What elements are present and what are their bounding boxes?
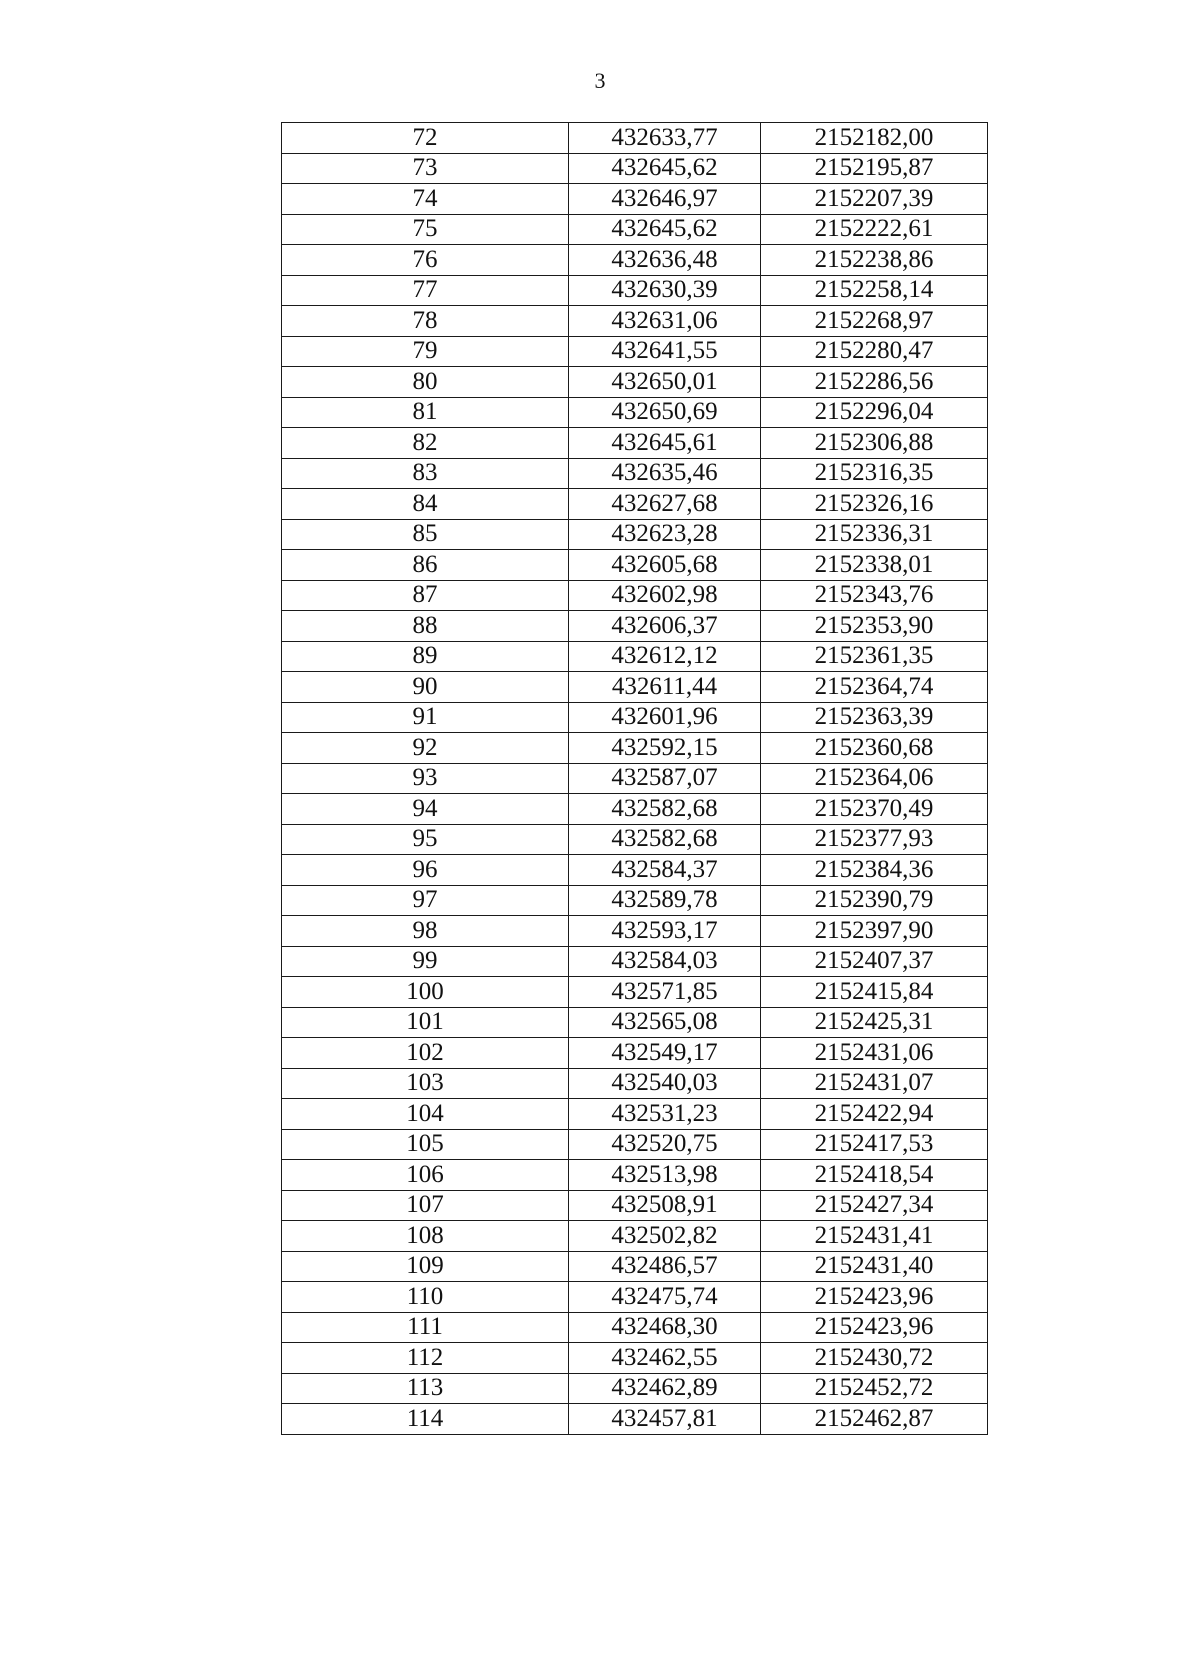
- table-row: [282, 550, 988, 581]
- table-row: [282, 1160, 988, 1191]
- table-row: [282, 1007, 988, 1038]
- y-coordinate-cell: 2152296,04: [761, 397, 988, 428]
- point-number-cell: 92: [282, 733, 569, 764]
- table-row: [282, 123, 988, 154]
- point-number-cell: 81: [282, 397, 569, 428]
- x-coordinate-cell: 432540,03: [569, 1068, 761, 1099]
- x-coordinate-cell: 432633,77: [569, 123, 761, 154]
- y-coordinate-cell: 2152377,93: [761, 824, 988, 855]
- point-number-cell: 75: [282, 214, 569, 245]
- table-row: [282, 1190, 988, 1221]
- point-number-cell: 98: [282, 916, 569, 947]
- x-coordinate-cell: 432468,30: [569, 1312, 761, 1343]
- point-number-cell: 84: [282, 489, 569, 520]
- table-row: [282, 763, 988, 794]
- point-number-cell: 82: [282, 428, 569, 459]
- x-coordinate-cell: 432641,55: [569, 336, 761, 367]
- table-row: [282, 641, 988, 672]
- point-number-cell: 89: [282, 641, 569, 672]
- x-coordinate-cell: 432589,78: [569, 885, 761, 916]
- point-number-cell: 88: [282, 611, 569, 642]
- table-row: [282, 1038, 988, 1069]
- x-coordinate-cell: 432623,28: [569, 519, 761, 550]
- x-coordinate-cell: 432462,55: [569, 1343, 761, 1374]
- x-coordinate-cell: 432601,96: [569, 702, 761, 733]
- point-number-cell: 73: [282, 153, 569, 184]
- table-row: [282, 946, 988, 977]
- table-row: [282, 184, 988, 215]
- y-coordinate-cell: 2152207,39: [761, 184, 988, 215]
- table-row: [282, 336, 988, 367]
- x-coordinate-cell: 432457,81: [569, 1404, 761, 1435]
- x-coordinate-cell: 432636,48: [569, 245, 761, 276]
- x-coordinate-cell: 432627,68: [569, 489, 761, 520]
- y-coordinate-cell: 2152431,07: [761, 1068, 988, 1099]
- y-coordinate-cell: 2152390,79: [761, 885, 988, 916]
- x-coordinate-cell: 432587,07: [569, 763, 761, 794]
- point-number-cell: 112: [282, 1343, 569, 1374]
- x-coordinate-cell: 432584,03: [569, 946, 761, 977]
- y-coordinate-cell: 2152415,84: [761, 977, 988, 1008]
- x-coordinate-cell: 432462,89: [569, 1373, 761, 1404]
- y-coordinate-cell: 2152182,00: [761, 123, 988, 154]
- y-coordinate-cell: 2152423,96: [761, 1282, 988, 1313]
- x-coordinate-cell: 432531,23: [569, 1099, 761, 1130]
- table-row: [282, 1282, 988, 1313]
- point-number-cell: 113: [282, 1373, 569, 1404]
- x-coordinate-cell: 432520,75: [569, 1129, 761, 1160]
- point-number-cell: 99: [282, 946, 569, 977]
- point-number-cell: 97: [282, 885, 569, 916]
- y-coordinate-cell: 2152364,06: [761, 763, 988, 794]
- y-coordinate-cell: 2152195,87: [761, 153, 988, 184]
- y-coordinate-cell: 2152238,86: [761, 245, 988, 276]
- y-coordinate-cell: 2152431,41: [761, 1221, 988, 1252]
- table-row: [282, 275, 988, 306]
- x-coordinate-cell: 432631,06: [569, 306, 761, 337]
- table-row: [282, 702, 988, 733]
- table-row: [282, 885, 988, 916]
- table-row: [282, 519, 988, 550]
- table-row: [282, 1068, 988, 1099]
- x-coordinate-cell: 432508,91: [569, 1190, 761, 1221]
- y-coordinate-cell: 2152353,90: [761, 611, 988, 642]
- y-coordinate-cell: 2152363,39: [761, 702, 988, 733]
- y-coordinate-cell: 2152343,76: [761, 580, 988, 611]
- page-number: 3: [594, 68, 606, 93]
- y-coordinate-cell: 2152462,87: [761, 1404, 988, 1435]
- table-row: [282, 1251, 988, 1282]
- y-coordinate-cell: 2152452,72: [761, 1373, 988, 1404]
- table-row: [282, 1221, 988, 1252]
- x-coordinate-cell: 432486,57: [569, 1251, 761, 1282]
- x-coordinate-cell: 432549,17: [569, 1038, 761, 1069]
- point-number-cell: 100: [282, 977, 569, 1008]
- x-coordinate-cell: 432630,39: [569, 275, 761, 306]
- coordinates-table-body: [282, 123, 988, 1435]
- point-number-cell: 102: [282, 1038, 569, 1069]
- table-row: [282, 611, 988, 642]
- x-coordinate-cell: 432650,01: [569, 367, 761, 398]
- y-coordinate-cell: 2152316,35: [761, 458, 988, 489]
- point-number-cell: 87: [282, 580, 569, 611]
- point-number-cell: 110: [282, 1282, 569, 1313]
- y-coordinate-cell: 2152417,53: [761, 1129, 988, 1160]
- table-row: [282, 1404, 988, 1435]
- y-coordinate-cell: 2152258,14: [761, 275, 988, 306]
- y-coordinate-cell: 2152364,74: [761, 672, 988, 703]
- y-coordinate-cell: 2152427,34: [761, 1190, 988, 1221]
- point-number-cell: 101: [282, 1007, 569, 1038]
- table-row: [282, 672, 988, 703]
- table-row: [282, 367, 988, 398]
- point-number-cell: 78: [282, 306, 569, 337]
- y-coordinate-cell: 2152407,37: [761, 946, 988, 977]
- x-coordinate-cell: 432646,97: [569, 184, 761, 215]
- x-coordinate-cell: 432592,15: [569, 733, 761, 764]
- point-number-cell: 74: [282, 184, 569, 215]
- x-coordinate-cell: 432606,37: [569, 611, 761, 642]
- y-coordinate-cell: 2152286,56: [761, 367, 988, 398]
- point-number-cell: 93: [282, 763, 569, 794]
- point-number-cell: 106: [282, 1160, 569, 1191]
- point-number-cell: 79: [282, 336, 569, 367]
- y-coordinate-cell: 2152384,36: [761, 855, 988, 886]
- table-row: [282, 428, 988, 459]
- table-row: [282, 1312, 988, 1343]
- x-coordinate-cell: 432582,68: [569, 824, 761, 855]
- table-row: [282, 397, 988, 428]
- y-coordinate-cell: 2152425,31: [761, 1007, 988, 1038]
- table-row: [282, 916, 988, 947]
- x-coordinate-cell: 432502,82: [569, 1221, 761, 1252]
- point-number-cell: 103: [282, 1068, 569, 1099]
- x-coordinate-cell: 432593,17: [569, 916, 761, 947]
- x-coordinate-cell: 432611,44: [569, 672, 761, 703]
- x-coordinate-cell: 432565,08: [569, 1007, 761, 1038]
- x-coordinate-cell: 432645,62: [569, 153, 761, 184]
- x-coordinate-cell: 432635,46: [569, 458, 761, 489]
- y-coordinate-cell: 2152360,68: [761, 733, 988, 764]
- y-coordinate-cell: 2152338,01: [761, 550, 988, 581]
- table-row: [282, 1343, 988, 1374]
- x-coordinate-cell: 432475,74: [569, 1282, 761, 1313]
- table-row: [282, 1373, 988, 1404]
- table-row: [282, 214, 988, 245]
- table-row: [282, 855, 988, 886]
- y-coordinate-cell: 2152326,16: [761, 489, 988, 520]
- x-coordinate-cell: 432605,68: [569, 550, 761, 581]
- point-number-cell: 114: [282, 1404, 569, 1435]
- y-coordinate-cell: 2152222,61: [761, 214, 988, 245]
- y-coordinate-cell: 2152370,49: [761, 794, 988, 825]
- table-row: [282, 245, 988, 276]
- coordinates-table: [281, 122, 988, 1435]
- point-number-cell: 90: [282, 672, 569, 703]
- point-number-cell: 85: [282, 519, 569, 550]
- table-row: [282, 458, 988, 489]
- point-number-cell: 77: [282, 275, 569, 306]
- point-number-cell: 95: [282, 824, 569, 855]
- table-row: [282, 153, 988, 184]
- y-coordinate-cell: 2152431,40: [761, 1251, 988, 1282]
- table-row: [282, 580, 988, 611]
- table-row: [282, 977, 988, 1008]
- point-number-cell: 76: [282, 245, 569, 276]
- table-row: [282, 489, 988, 520]
- y-coordinate-cell: 2152268,97: [761, 306, 988, 337]
- point-number-cell: 72: [282, 123, 569, 154]
- point-number-cell: 80: [282, 367, 569, 398]
- point-number-cell: 96: [282, 855, 569, 886]
- point-number-cell: 108: [282, 1221, 569, 1252]
- point-number-cell: 107: [282, 1190, 569, 1221]
- y-coordinate-cell: 2152422,94: [761, 1099, 988, 1130]
- y-coordinate-cell: 2152423,96: [761, 1312, 988, 1343]
- y-coordinate-cell: 2152397,90: [761, 916, 988, 947]
- x-coordinate-cell: 432582,68: [569, 794, 761, 825]
- y-coordinate-cell: 2152336,31: [761, 519, 988, 550]
- point-number-cell: 109: [282, 1251, 569, 1282]
- table-row: [282, 1099, 988, 1130]
- x-coordinate-cell: 432645,61: [569, 428, 761, 459]
- x-coordinate-cell: 432645,62: [569, 214, 761, 245]
- table-row: [282, 1129, 988, 1160]
- y-coordinate-cell: 2152431,06: [761, 1038, 988, 1069]
- point-number-cell: 111: [282, 1312, 569, 1343]
- point-number-cell: 91: [282, 702, 569, 733]
- y-coordinate-cell: 2152306,88: [761, 428, 988, 459]
- point-number-cell: 83: [282, 458, 569, 489]
- point-number-cell: 105: [282, 1129, 569, 1160]
- x-coordinate-cell: 432650,69: [569, 397, 761, 428]
- x-coordinate-cell: 432612,12: [569, 641, 761, 672]
- point-number-cell: 94: [282, 794, 569, 825]
- point-number-cell: 86: [282, 550, 569, 581]
- y-coordinate-cell: 2152430,72: [761, 1343, 988, 1374]
- y-coordinate-cell: 2152418,54: [761, 1160, 988, 1191]
- x-coordinate-cell: 432602,98: [569, 580, 761, 611]
- x-coordinate-cell: 432584,37: [569, 855, 761, 886]
- y-coordinate-cell: 2152280,47: [761, 336, 988, 367]
- table-row: [282, 794, 988, 825]
- table-row: [282, 824, 988, 855]
- y-coordinate-cell: 2152361,35: [761, 641, 988, 672]
- x-coordinate-cell: 432571,85: [569, 977, 761, 1008]
- x-coordinate-cell: 432513,98: [569, 1160, 761, 1191]
- point-number-cell: 104: [282, 1099, 569, 1130]
- table-row: [282, 306, 988, 337]
- table-row: [282, 733, 988, 764]
